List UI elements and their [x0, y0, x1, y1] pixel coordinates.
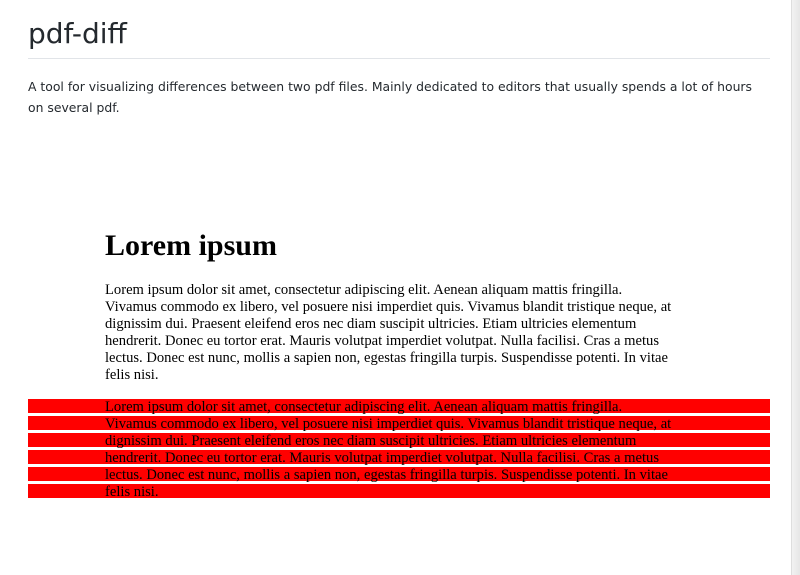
pdf-paragraph-original — [105, 282, 725, 384]
pdf-diff-line: hendrerit. Donec eu tortor erat. Mauris volutpat imperdiet volutpat. Nulla facilisi. Cras a metus — [105, 450, 659, 466]
pdf-line: Vivamus commodo ex libero, vel posuere nisi imperdiet quis. Vivamus blandit tristique neque, at — [105, 299, 672, 315]
pdf-line: hendrerit. Donec eu tortor erat. Mauris volutpat imperdiet volutpat. Nulla facilisi. Cras a metus — [105, 333, 659, 349]
pdf-diff-line: lectus. Donec est nunc, mollis a sapien non, egestas fringilla turpis. Suspendisse potenti. In vitae — [105, 467, 668, 483]
pdf-line: dignissim dui. Praesent eleifend eros nec diam suscipit ultricies. Etiam ultricies elementum — [105, 316, 637, 332]
pdf-diff-line: felis nisi. — [105, 484, 159, 500]
pdf-line: lectus. Donec est nunc, mollis a sapien non, egestas fringilla turpis. Suspendisse potenti. In vitae — [105, 350, 668, 366]
pdf-paragraph-diff — [105, 399, 725, 501]
pdf-diff-line: Lorem ipsum dolor sit amet, consectetur adipiscing elit. Aenean aliquam mattis fringilla. — [105, 399, 623, 415]
pdf-heading: Lorem ipsum — [105, 229, 277, 262]
project-description: A tool for visualizing differences between two pdf files. Mainly dedicated to editors that usually spends a lot of hours on several pdf. — [28, 79, 752, 115]
pdf-diff-line: Vivamus commodo ex libero, vel posuere nisi imperdiet quis. Vivamus blandit tristique neque, at — [105, 416, 672, 432]
pdf-line: felis nisi. — [105, 367, 159, 383]
scrollbar[interactable] — [791, 0, 800, 575]
pdf-line: Lorem ipsum dolor sit amet, consectetur adipiscing elit. Aenean aliquam mattis fringilla. — [105, 282, 623, 298]
page-title: pdf-diff — [28, 17, 127, 50]
pdf-diff-line: dignissim dui. Praesent eleifend eros nec diam suscipit ultricies. Etiam ultricies elementum — [105, 433, 637, 449]
